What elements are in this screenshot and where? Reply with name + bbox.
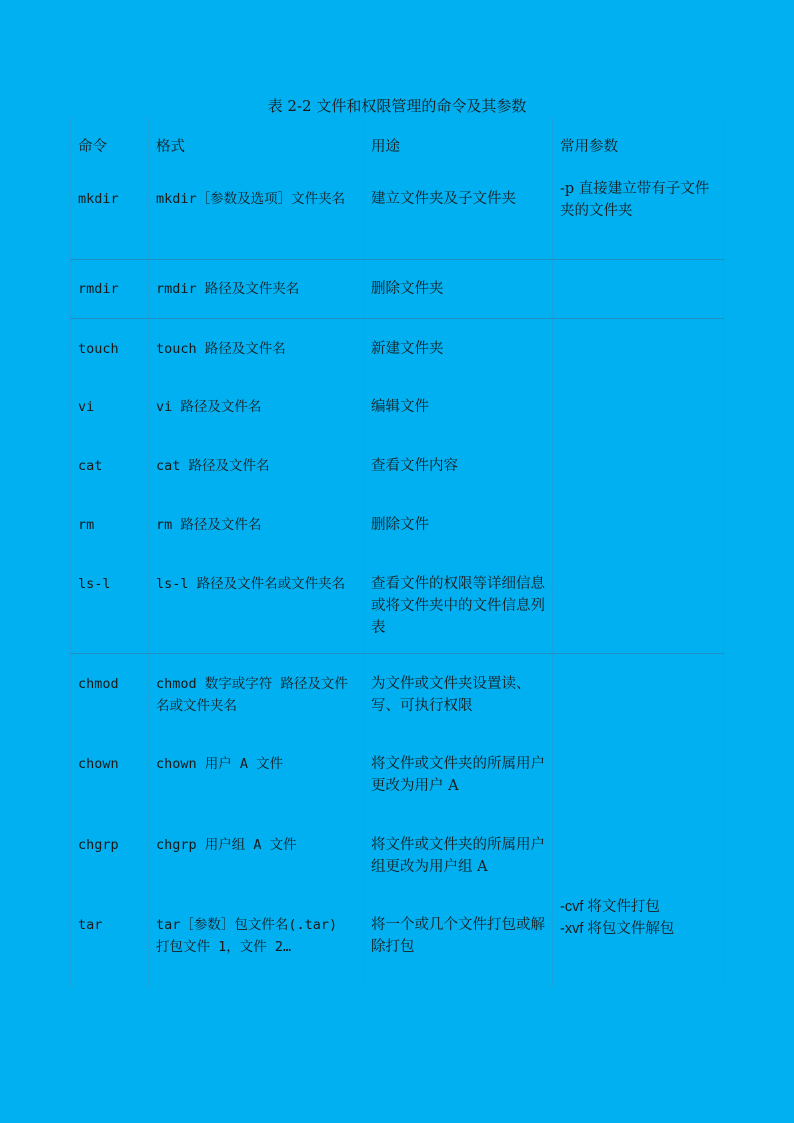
cell-params [553,495,724,554]
cell-purpose: 新建文件夹 [364,318,553,377]
cell-command: chmod [71,653,149,734]
cell-format: chmod 数字或字符 路径及文件名或文件夹名 [149,653,364,734]
cell-purpose: 建立文件夹及子文件夹 [364,178,553,259]
table-row [71,554,724,653]
table-row [71,815,724,896]
cell-command: tar [71,896,149,988]
header-params: 常用参数 [553,118,724,178]
command-table [70,118,724,988]
cell-format: vi 路径及文件名 [149,377,364,436]
header-purpose: 用途 [364,118,553,178]
header-format: 格式 [149,118,364,178]
table-row [71,436,724,495]
cell-params [553,318,724,377]
cell-command: touch [71,318,149,377]
cell-purpose: 编辑文件 [364,377,553,436]
cell-purpose: 为文件或文件夹设置读、写、可执行权限 [364,653,553,734]
table-header-row [71,118,724,178]
cell-params [553,259,724,318]
cell-format: chgrp 用户组 A 文件 [149,815,364,896]
cell-command: ls-l [71,554,149,653]
cell-purpose: 查看文件内容 [364,436,553,495]
cell-purpose: 查看文件的权限等详细信息或将文件夹中的文件信息列表 [364,554,553,653]
table-row [71,896,724,988]
cell-purpose: 将文件或文件夹的所属用户更改为用户 A [364,734,553,815]
cell-params: -p 直接建立带有子文件夹的文件夹 [553,178,724,259]
cell-format: tar［参数］包文件名(.tar) 打包文件 1，文件 2… [149,896,364,988]
cell-format: mkdir［参数及选项］文件夹名 [149,178,364,259]
table-row [71,653,724,734]
table-row [71,495,724,554]
table-row [71,259,724,318]
cell-purpose: 将文件或文件夹的所属用户组更改为用户组 A [364,815,553,896]
cell-command: rmdir [71,259,149,318]
cell-params [553,734,724,815]
cell-format: chown 用户 A 文件 [149,734,364,815]
cell-purpose: 删除文件夹 [364,259,553,318]
table-row [71,734,724,815]
cell-format: rm 路径及文件名 [149,495,364,554]
cell-command: vi [71,377,149,436]
table-row [71,377,724,436]
cell-format: rmdir 路径及文件夹名 [149,259,364,318]
cell-format: ls-l 路径及文件名或文件夹名 [149,554,364,653]
param-line-xvf: -xvf 将包文件解包 [560,921,675,937]
cell-params [553,815,724,896]
cell-format: touch 路径及文件名 [149,318,364,377]
table-row [71,178,724,259]
cell-format: cat 路径及文件名 [149,436,364,495]
cell-params [553,554,724,653]
table-caption: 表 2-2 文件和权限管理的命令及其参数 [267,97,527,115]
cell-params [553,436,724,495]
cell-purpose: 将一个或几个文件打包或解除打包 [364,896,553,988]
cell-params [553,653,724,734]
cell-command: chgrp [71,815,149,896]
header-command: 命令 [71,118,149,178]
cell-command: cat [71,436,149,495]
param-line-cvf: -cvf 将文件打包 [560,899,660,915]
cell-params [553,896,724,988]
cell-command: rm [71,495,149,554]
cell-command: chown [71,734,149,815]
table-row [71,318,724,377]
cell-command: mkdir [71,178,149,259]
cell-purpose: 删除文件 [364,495,553,554]
cell-params [553,377,724,436]
